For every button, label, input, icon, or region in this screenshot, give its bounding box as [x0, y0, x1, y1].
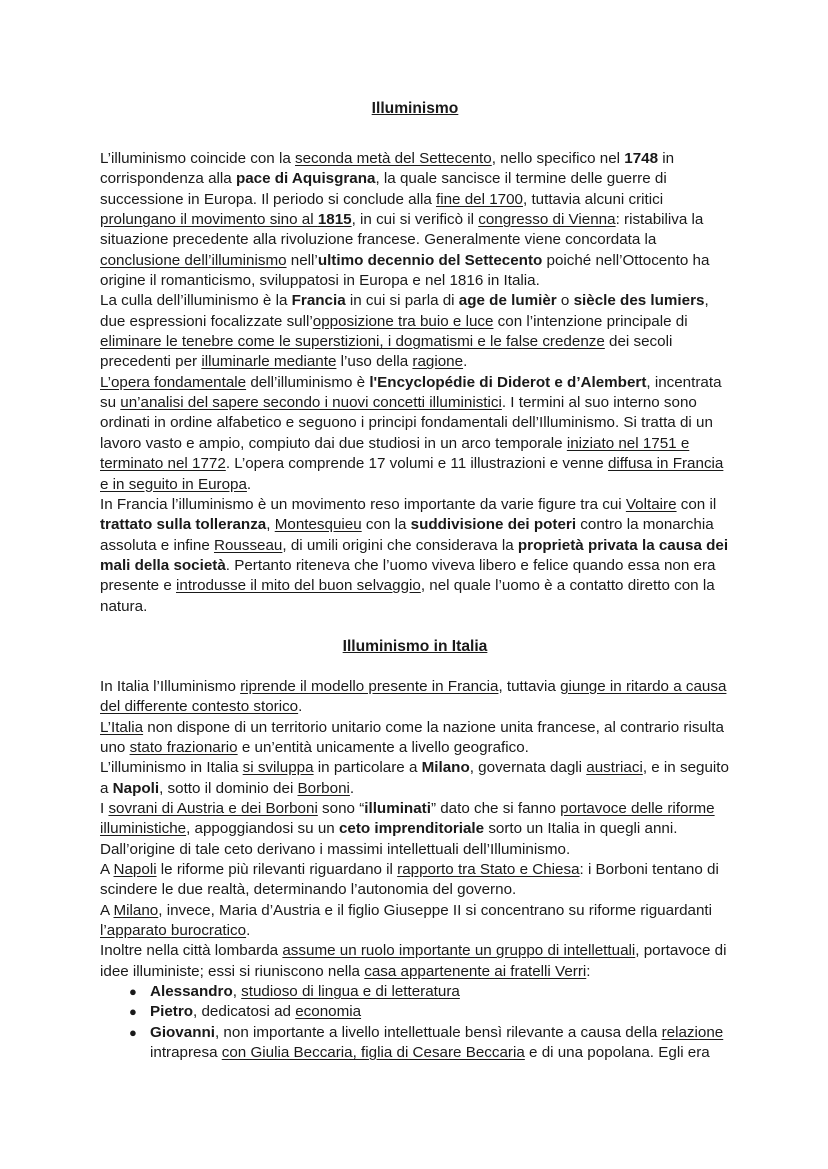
- text-run: I: [100, 799, 109, 817]
- text-run: .: [463, 353, 468, 371]
- bold-text: illuminati: [364, 799, 431, 817]
- underlined-text: relazione: [661, 1023, 724, 1041]
- section-title: Illuminismo: [371, 100, 459, 117]
- bold-text: siècle des lumiers: [573, 292, 705, 310]
- text-run: intrapresa: [150, 1044, 222, 1062]
- text-run: le riforme più rilevanti riguardano il: [156, 861, 398, 878]
- list-item: [129, 982, 730, 1002]
- text-run: , incentrata su: [100, 373, 722, 412]
- text-run: , la quale sancisce il termine delle guerre di successione in Europa. Il periodo si conclude alla: [100, 170, 667, 208]
- underlined-text: L’Italia: [100, 718, 144, 736]
- underlined-text: si sviluppa: [242, 759, 314, 777]
- underlined-text: giunge in ritardo a causa del differente contesto storico: [100, 677, 727, 716]
- paragraph: [100, 718, 730, 759]
- text-run: , due espressioni focalizzate sull’: [100, 292, 709, 330]
- text-run: non dispone di un territorio unitario come la nazione unita francese, al contrario risulta uno: [100, 718, 724, 756]
- text-run: .: [298, 698, 303, 716]
- underlined-text: Rousseau: [213, 536, 283, 554]
- text-run: , tuttavia: [498, 677, 561, 695]
- bold-text: Pietro: [150, 1003, 194, 1021]
- text-run: , tuttavia alcuni critici: [523, 190, 664, 208]
- text-run: , e in seguito a: [100, 759, 729, 797]
- underlined-text: sovrani di Austria e dei Borboni: [108, 799, 318, 817]
- paragraph: [100, 677, 730, 718]
- section-italia-body: [100, 677, 730, 982]
- paragraph: [100, 840, 730, 860]
- bullet-icon: ●: [129, 1024, 137, 1040]
- text-run: .: [246, 922, 251, 940]
- section-illuminismo-body: [100, 149, 730, 617]
- bullet-icon: ●: [129, 1004, 137, 1020]
- text-run: .: [349, 779, 355, 797]
- text-run: dell’illuminismo è: [246, 373, 370, 391]
- text-run: nell’: [286, 251, 318, 269]
- paragraph: [100, 799, 730, 840]
- underlined-text: fine del 1700: [436, 190, 523, 208]
- text-run: Dall’origine di tale ceto derivano i massimi intellettuali dell’Illuminismo.: [100, 840, 571, 858]
- text-run: : ristabiliva la situazione precedente alla rivoluzione francese. Generalmente viene concordata la: [100, 211, 704, 249]
- underlined-text: introdusse il mito del buon selvaggio: [176, 577, 421, 595]
- bold-text: proprietà privata la causa dei mali della società: [100, 536, 729, 574]
- underlined-text: stato frazionario: [129, 738, 238, 756]
- bold-text: Giovanni: [150, 1023, 215, 1041]
- bold-text: Alessandro: [150, 983, 233, 1001]
- bold-text: trattato sulla tolleranza: [100, 516, 267, 534]
- text-run: :: [586, 962, 591, 980]
- bold-text: 1748: [624, 150, 659, 167]
- bold-text: ceto imprenditoriale: [338, 820, 485, 838]
- paragraph: [100, 149, 730, 291]
- underlined-text: seconda metà del Settecento: [295, 150, 492, 167]
- bold-text: age de lumièr: [458, 292, 557, 310]
- bold-text: l'Encyclopédie di Diderot e d’Alembert: [369, 373, 647, 391]
- underlined-text: congresso di Vienna: [478, 211, 616, 229]
- text-run: , invece, Maria d’Austria e il figlio Giuseppe II si concentrano su riforme riguardanti: [158, 901, 713, 919]
- underlined-text: opposizione tra buio e luce: [312, 312, 494, 330]
- text-run: Inoltre nella città lombarda: [100, 942, 283, 960]
- text-run: .: [246, 475, 252, 493]
- text-run: , dedicatosi ad: [193, 1003, 296, 1021]
- text-run: e di una popolana. Egli era: [524, 1044, 710, 1062]
- text-run: sorto un Italia in quegli anni.: [484, 820, 678, 838]
- text-run: con la: [361, 516, 411, 534]
- underlined-text: un’analisi del sapere secondo i nuovi concetti illuministici: [120, 394, 502, 412]
- underlined-text: con Giulia Beccaria, figlia di Cesare Beccaria: [221, 1044, 525, 1062]
- text-run: con l’intenzione principale di: [493, 312, 688, 330]
- underlined-text: diffusa in Francia e in seguito in Europa: [100, 455, 724, 493]
- text-run: , sotto il dominio dei: [159, 779, 298, 797]
- text-run: ,: [232, 983, 242, 1001]
- paragraph: [100, 941, 730, 982]
- bold-text: pace di Aquisgrana: [235, 170, 376, 188]
- text-run: A: [100, 861, 114, 878]
- text-run: . I termini al suo interno sono ordinati in ordine alfabetico e seguono i principi fondamentali dell’Illuminismo. Si tratta di un lavoro vasto e ampio, compiuto dai due studiosi in un arco temporale: [100, 394, 713, 452]
- underlined-text: studioso di lingua e di letteratura: [241, 983, 460, 1001]
- paragraph: [100, 860, 730, 901]
- bold-underlined-text: 1815: [317, 211, 352, 229]
- underlined-text: riprende il modello presente in Francia: [240, 677, 499, 695]
- list-item: [129, 1023, 730, 1064]
- text-run: : i Borboni tentano di scindere le due realtà, determinando l’autonomia del governo.: [100, 861, 719, 899]
- text-run: , governata dagli: [469, 759, 587, 777]
- text-run: dei secoli precedenti per: [100, 333, 673, 371]
- text-run: in particolare a: [313, 759, 422, 777]
- bold-text: Francia: [291, 292, 346, 310]
- text-run: , in cui si verificò il: [351, 211, 479, 229]
- underlined-text: Napoli: [113, 861, 157, 878]
- bold-text: suddivisione dei poteri: [410, 516, 577, 534]
- text-run: o: [556, 292, 574, 310]
- underlined-text: Montesquieu: [274, 516, 362, 534]
- underlined-text: eliminare le tenebre come le superstizioni, i dogmatismi e le false credenze: [100, 333, 605, 351]
- underlined-text: ragione: [412, 353, 464, 371]
- text-run: ,: [266, 516, 275, 534]
- underlined-text: l’apparato burocratico: [100, 922, 247, 940]
- text-run: contro la monarchia assoluta e infine: [100, 516, 714, 554]
- underlined-text: assume un ruolo importante un gruppo di intellettuali: [282, 942, 636, 960]
- bold-text: Milano: [421, 759, 470, 777]
- text-run: La culla dell’illuminismo è la: [100, 292, 292, 310]
- document-page: [100, 99, 730, 1063]
- text-run: L’illuminismo in Italia: [100, 759, 243, 777]
- underlined-text: Borboni: [297, 779, 350, 797]
- text-run: . Pertanto riteneva che l’uomo viveva libero e felice quando essa non era presente e: [100, 556, 716, 595]
- text-run: in corrispondenza alla: [100, 150, 675, 188]
- text-run: , appoggiandosi su un: [186, 820, 339, 838]
- underlined-text: L’opera fondamentale: [100, 373, 247, 391]
- underlined-text: Milano: [113, 901, 159, 919]
- text-run: e un’entità unicamente a livello geografico.: [237, 738, 529, 756]
- paragraph: [100, 291, 730, 372]
- underlined-text: austriaci: [586, 759, 643, 777]
- bold-text: ultimo decennio del Settecento: [317, 251, 543, 269]
- text-run: In Italia l’Illuminismo: [100, 677, 241, 695]
- text-run: , non importante a livello intellettuale bensì rilevante a causa della: [214, 1023, 662, 1041]
- underlined-text: Voltaire: [625, 495, 677, 513]
- text-run: , portavoce di idee illuministe; essi si riuniscono nella: [100, 942, 727, 980]
- text-run: l’uso della: [336, 353, 413, 371]
- text-run: ” dato che si fanno: [430, 799, 561, 817]
- underlined-text: illuminarle mediante: [201, 353, 337, 371]
- underlined-text: conclusione dell’illuminismo: [100, 251, 287, 269]
- paragraph: [100, 495, 730, 617]
- bullet-icon: ●: [129, 984, 137, 1000]
- list-item: [129, 1002, 730, 1022]
- text-run: . L’opera comprende 17 volumi e 11 illustrazioni e venne: [225, 455, 608, 473]
- underlined-text: portavoce delle riforme illuministiche: [100, 799, 715, 838]
- underlined-text: iniziato nel 1751 e terminato nel 1772: [100, 434, 690, 473]
- underlined-text: casa appartenente ai fratelli Verri: [364, 962, 587, 980]
- text-run: In Francia l’illuminismo è un movimento reso importante da varie figure tra cui: [100, 495, 626, 513]
- section-title: Illuminismo in Italia: [342, 637, 488, 655]
- text-run: , di umili origini che considerava la: [282, 536, 518, 554]
- underlined-text: rapporto tra Stato e Chiesa: [397, 861, 580, 878]
- paragraph: [100, 901, 730, 942]
- paragraph: [100, 373, 730, 495]
- text-run: A: [100, 901, 114, 919]
- paragraph: [100, 758, 730, 799]
- text-run: poiché nell’Ottocento ha origine il romanticismo, sviluppatosi in Europa e nel 1816 in Italia.: [100, 251, 710, 290]
- text-run: sono “: [317, 799, 365, 817]
- underlined-text: prolungano il movimento sino al: [100, 211, 318, 229]
- text-run: con il: [676, 495, 717, 513]
- text-run: in cui si parla di: [345, 292, 459, 310]
- underlined-text: economia: [295, 1003, 362, 1021]
- bold-text: Napoli: [112, 779, 160, 797]
- text-run: L’illuminismo coincide con la: [100, 150, 295, 167]
- verri-brothers-list: [100, 982, 730, 1063]
- text-run: , nello specifico nel: [491, 150, 625, 167]
- text-run: , nel quale l’uomo è a contatto diretto con la natura.: [100, 577, 715, 615]
